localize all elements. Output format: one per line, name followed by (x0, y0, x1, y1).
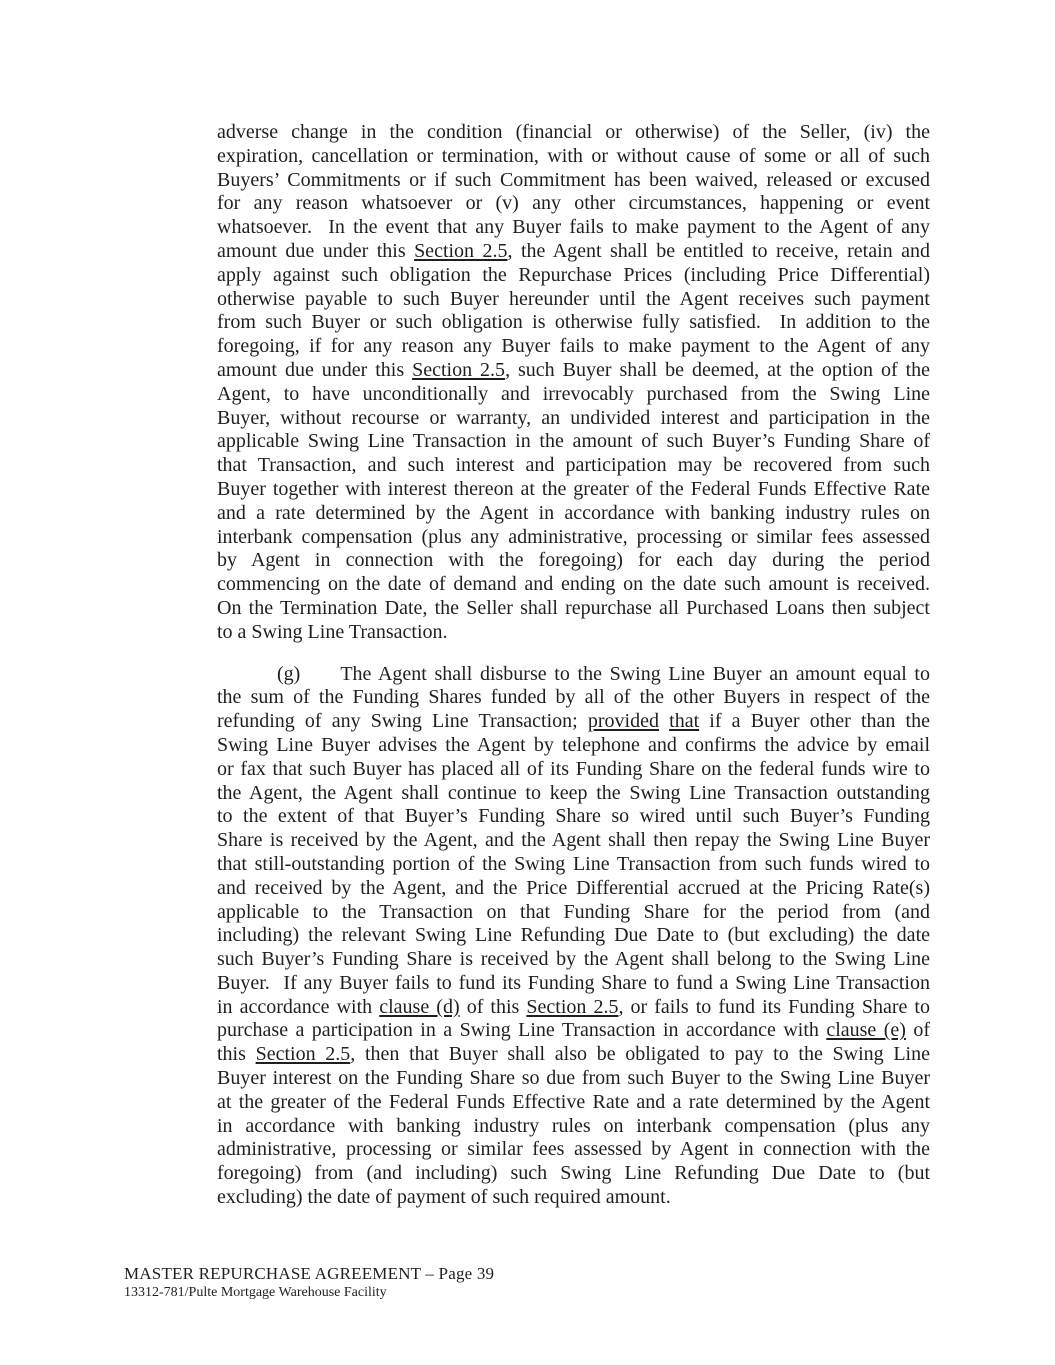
text-line (217, 877, 930, 901)
text-line (217, 454, 930, 478)
text-line (217, 169, 930, 193)
text-line (217, 335, 930, 359)
text-line (217, 710, 930, 734)
text-line (217, 686, 930, 710)
text-run: whatsoever. In the event that any Buyer fails to make payment to the Agent of any (217, 216, 930, 239)
text-run: amount due under this (217, 358, 413, 381)
underlined-reference: clause (e) (826, 1019, 906, 1042)
text-run: , the Agent shall be entitled to receive, retain and (507, 239, 930, 262)
text-run: at the greater of the Federal Funds Effective Rate and a rate determined by the Agent (217, 1090, 930, 1113)
text-line (217, 288, 930, 312)
text-run: of this (459, 995, 527, 1018)
text-run: Buyer interest on the Funding Share so due from such Buyer to the Swing Line Buyer (217, 1067, 930, 1090)
text-run: expiration, cancellation or termination, with or without cause of some or all of such (217, 144, 930, 167)
text-run: to a Swing Line Transaction. (217, 620, 448, 643)
text-run: that Transaction, and such interest and participation may be recovered from such (217, 454, 930, 477)
text-run: On the Termination Date, the Seller shall repurchase all Purchased Loans then subject (217, 596, 930, 619)
text-run: otherwise payable to such Buyer hereunder until the Agent receives such payment (217, 287, 930, 310)
text-line (217, 573, 930, 597)
text-run: (g) (277, 662, 301, 685)
text-run: purchase a participation in a Swing Line Transaction in accordance with (217, 1019, 827, 1042)
text-line (217, 430, 930, 454)
underlined-reference: Section 2.5 (412, 358, 506, 381)
text-run: this (217, 1043, 256, 1066)
text-line (217, 996, 930, 1020)
page-footer (124, 1263, 494, 1301)
text-line (217, 853, 930, 877)
text-run: foregoing, if for any reason any Buyer fails to make payment to the Agent of any (217, 335, 930, 358)
text-line (217, 924, 930, 948)
underlined-reference: that (669, 710, 700, 733)
text-line (217, 311, 930, 335)
text-run: including) the relevant Swing Line Refunding Due Date to (but excluding) the date (217, 924, 930, 947)
continuation-paragraph (217, 121, 930, 645)
text-run: excluding) the date of payment of such required amount. (217, 1186, 671, 1209)
text-line (217, 407, 930, 431)
text-line (217, 502, 930, 526)
text-run: or fax that such Buyer has placed all of its Funding Share on the federal funds wire to (217, 757, 930, 780)
text-run: applicable Swing Line Transaction in the amount of such Buyer’s Funding Share of (217, 430, 930, 453)
text-line (217, 526, 930, 550)
text-line (217, 145, 930, 169)
underlined-reference: clause (d) (379, 995, 460, 1018)
text-run: applicable to the Transaction on that Funding Share for the period from (and (217, 900, 930, 923)
text-run: , then that Buyer shall also be obligated to pay to the Swing Line (350, 1043, 930, 1066)
text-run: , or fails to fund its Funding Share to (618, 995, 930, 1018)
text-line (217, 758, 930, 782)
text-run (659, 710, 669, 732)
text-line (217, 1043, 930, 1067)
text-line (217, 359, 930, 383)
text-line (217, 240, 930, 264)
text-line (217, 829, 930, 853)
text-line (217, 972, 930, 996)
text-run: apply against such obligation the Repurchase Prices (including Price Differential) (217, 263, 930, 286)
clause-g-paragraph (217, 663, 930, 1210)
text-line (217, 549, 930, 573)
text-run: Swing Line Buyer advises the Agent by telephone and confirms the advice by email (217, 733, 930, 756)
text-run: in accordance with banking industry rules on interbank compensation (plus any (217, 1114, 930, 1137)
text-run: if a Buyer other than the (699, 710, 930, 733)
text-line (217, 663, 930, 687)
text-run: and received by the Agent, and the Price Differential accrued at the Pricing Rate(s) (217, 876, 930, 899)
text-run: by Agent in connection with the foregoing) for each day during the period (217, 549, 930, 572)
document-body (217, 121, 930, 1210)
text-line (217, 805, 930, 829)
text-line (217, 1019, 930, 1043)
text-run: commencing on the date of demand and ending on the date such amount is received. (217, 573, 930, 596)
text-run: in accordance with (217, 995, 380, 1018)
text-line (217, 383, 930, 407)
underlined-reference: Section 2.5 (414, 239, 508, 262)
underlined-reference: provided (587, 710, 659, 733)
text-run: foregoing) from (and including) such Swing Line Refunding Due Date to (but (217, 1162, 930, 1185)
text-line (217, 192, 930, 216)
text-line (217, 597, 930, 621)
text-run: the sum of the Funding Shares funded by all of the other Buyers in respect of the (217, 686, 930, 709)
text-line (217, 1067, 930, 1091)
text-run: amount due under this (217, 239, 415, 262)
text-line (217, 734, 930, 758)
footer-file-reference: 13312-781/Pulte Mortgage Warehouse Facility (124, 1285, 387, 1300)
text-run: , such Buyer shall be deemed, at the option of the (505, 358, 930, 381)
text-run: Share is received by the Agent, and the Agent shall then repay the Swing Line Buyer (217, 829, 930, 852)
text-run: such Buyer’s Funding Share is received by the Agent shall belong to the Swing Line (217, 948, 930, 971)
text-line (217, 901, 930, 925)
text-run: adverse change in the condition (financial or otherwise) of the Seller, (iv) the (217, 121, 930, 143)
text-line (217, 1138, 930, 1162)
text-line (217, 1115, 930, 1139)
text-line (217, 782, 930, 806)
text-run: Buyer, without recourse or warranty, an undivided interest and participation in the (217, 406, 930, 429)
text-run: interbank compensation (plus any administrative, processing or similar fees assessed (217, 525, 930, 548)
underlined-reference: Section 2.5 (255, 1043, 351, 1066)
text-line (217, 1186, 930, 1210)
text-line (217, 121, 930, 145)
underlined-reference: Section 2.5 (526, 995, 619, 1018)
text-line (217, 478, 930, 502)
text-run: of (905, 1019, 930, 1042)
text-run: from such Buyer or such obligation is otherwise fully satisfied. In addition to the (217, 311, 930, 334)
text-line (217, 264, 930, 288)
text-line (217, 1162, 930, 1186)
text-line (217, 1091, 930, 1115)
tab-space (300, 679, 340, 680)
text-run: and a rate determined by the Agent in accordance with banking industry rules on (217, 501, 930, 524)
text-run: The Agent shall disburse to the Swing Line Buyer an amount equal to (340, 662, 930, 685)
text-run: Buyer together with interest thereon at the greater of the Federal Funds Effective Rate (217, 477, 930, 500)
text-run: Agent, to have unconditionally and irrevocably purchased from the Swing Line (217, 382, 930, 405)
text-run: for any reason whatsoever or (v) any other circumstances, happening or event (217, 192, 930, 215)
text-line (217, 216, 930, 240)
text-run: refunding of any Swing Line Transaction; (217, 710, 588, 733)
text-run: to the extent of that Buyer’s Funding Share so wired until such Buyer’s Funding (217, 805, 930, 828)
text-run: administrative, processing or similar fees assessed by Agent in connection with the (217, 1138, 930, 1161)
footer-document-title: MASTER REPURCHASE AGREEMENT – Page 39 (124, 1264, 495, 1283)
text-line (217, 948, 930, 972)
text-run: that still-outstanding portion of the Swing Line Transaction from such funds wired to (217, 852, 930, 875)
text-line (217, 621, 930, 645)
text-run: Buyers’ Commitments or if such Commitment has been waived, released or excused (217, 168, 930, 191)
text-run: the Agent, the Agent shall continue to keep the Swing Line Transaction outstanding (217, 781, 930, 804)
text-run: Buyer. If any Buyer fails to fund its Funding Share to fund a Swing Line Transaction (217, 971, 930, 994)
